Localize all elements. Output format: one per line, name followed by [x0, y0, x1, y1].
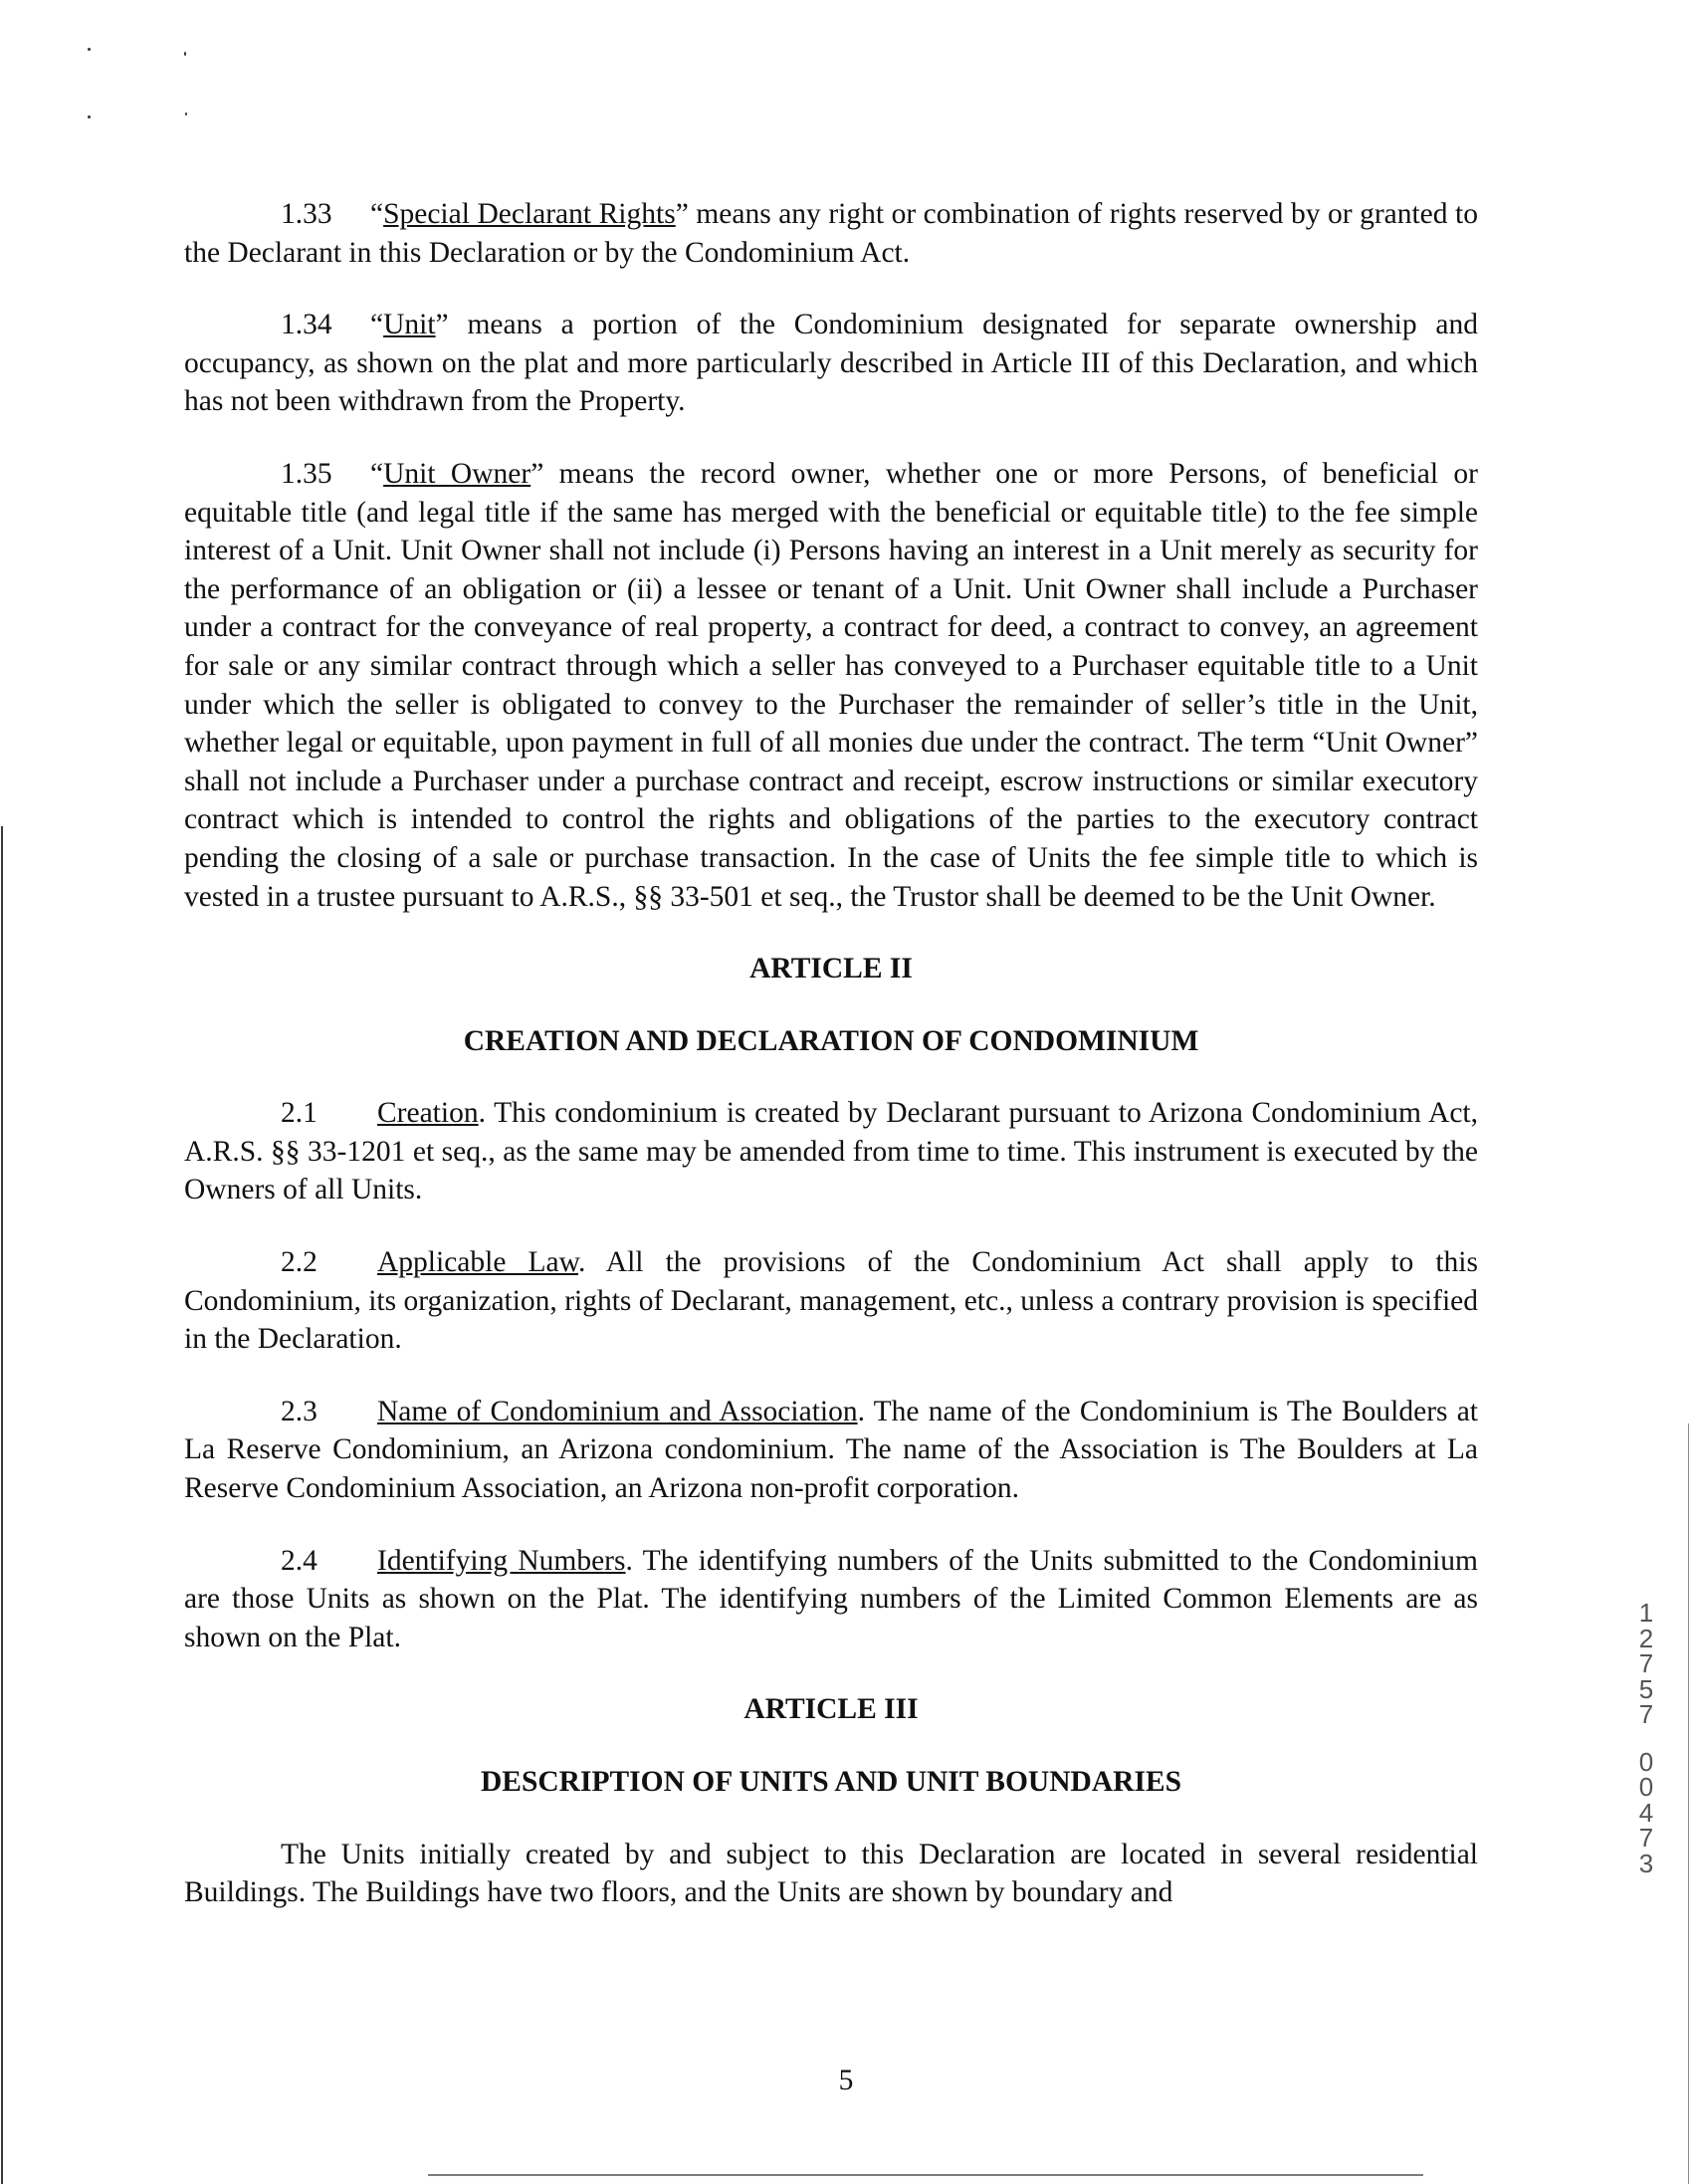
section-2-1 — [184, 1094, 1478, 1209]
section-number: 1.34 — [281, 309, 332, 341]
open-quote: “ — [370, 198, 384, 230]
section-number: 1.33 — [281, 198, 332, 230]
definition-text: means the record owner, whether one or more Persons, of beneficial or equitable title (and legal title if the same has merged with the beneficial or equitable title) to the fee simple interest of a Unit. Unit Owner shall not include (i) Persons having an interest in a Unit merely as security for the performance of an obligation or (ii) a lessee or tenant of a Unit. Unit Owner shall include a Purchaser under a contract for the conveyance of real property, a contract for deed, a contract to convey, an agreement for sale or any similar contract through which a seller has conveyed to a Purchaser equitable title to a Unit under which the seller is obligated to convey to the Purchaser the remainder of seller’s title in the Unit, whether legal or equitable, upon payment in full of all monies due under the contract. The term “Unit Owner” shall not include a Purchaser under a purchase contract and receipt, escrow instructions or similar executory contract which is intended to control the rights and obligations of the parties to the executory contract pending the closing of a sale or purchase transaction. In the case of Units the fee simple title to which is vested in a trustee pursuant to A.R.S., §§ 33-501 et seq., the Trustor shall be deemed to be the Unit Owner. — [184, 457, 1478, 913]
section-title: Applicable Law — [377, 1246, 578, 1279]
section-title: Creation — [377, 1097, 479, 1130]
scan-edge-left — [1, 826, 3, 2184]
definition-1-35 — [184, 455, 1478, 916]
stamp-digit: 5 — [1638, 1673, 1654, 1704]
definition-1-34 — [184, 306, 1478, 421]
stamp-digit: 2 — [1638, 1623, 1654, 1653]
page-number: 5 — [838, 2065, 854, 2096]
article-2-title: CREATION AND DECLARATION OF CONDOMINIUM — [463, 1024, 1199, 1057]
defined-term: Unit Owner — [383, 457, 531, 490]
stamp-digit: 4 — [1638, 1797, 1654, 1828]
close-quote: ” — [530, 457, 544, 490]
stamp-digit: 7 — [1638, 1648, 1654, 1678]
section-number: 2.4 — [281, 1544, 317, 1577]
scan-speck — [185, 112, 187, 115]
section-2-2 — [184, 1243, 1478, 1359]
section-number: 1.35 — [281, 457, 332, 490]
section-2-3 — [184, 1393, 1478, 1508]
definition-text: means any right or combination of rights reserved by or granted to the Declarant in this Declaration or by the Condominium Act. — [184, 198, 1479, 269]
section-title: Name of Condominium and Association — [377, 1395, 858, 1427]
definition-text: means a portion of the Condominium designated for separate ownership and occupancy, as shown on the plat and more particularly described in Article III of this Declaration, and which has not been withdrawn from the Property. — [184, 309, 1478, 418]
section-2-4 — [184, 1542, 1478, 1657]
definition-1-33 — [184, 195, 1478, 272]
open-quote: “ — [370, 457, 384, 490]
section-text: . The identifying numbers of the Units submitted to the Condominium are those Units as shown on the Plat. The identifying numbers of the Limited Common Elements are as shown on the Plat. — [184, 1544, 1479, 1653]
article-3-intro: The Units initially created by and subject to this Declaration are located in several residential Buildings. The Buildings have two floors, and the Units are shown by boundary and — [184, 1838, 1478, 1909]
stamp-digit: 7 — [1638, 1823, 1654, 1853]
article-3-heading: ARTICLE III — [743, 1693, 919, 1726]
section-title: Identifying Numbers — [377, 1544, 626, 1577]
section-number: 2.3 — [281, 1395, 317, 1427]
stamp-digit: 0 — [1638, 1746, 1654, 1777]
recording-number-stamp — [1632, 1598, 1660, 1878]
section-text: . This condominium is created by Declarant pursuant to Arizona Condominium Act, A.R.S. §§ 33-1201 et seq., as the same may be amended from time to time. This instrument is executed by the Owners of all Units. — [184, 1097, 1478, 1206]
defined-term: Special Declarant Rights — [383, 198, 676, 230]
scan-speck — [184, 52, 186, 56]
section-text: . All the provisions of the Condominium Act shall apply to this Condominium, its organization, rights of Declarant, management, etc., unless a contrary provision is specified in the Declaration. — [184, 1246, 1478, 1356]
stamp-digit: 3 — [1638, 1848, 1654, 1878]
stamp-digit: 7 — [1638, 1699, 1654, 1729]
section-text: . The name of the Condominium is The Boulders at La Reserve Condominium, an Arizona condominium. The name of the Association is The Boulders at La Reserve Condominium Association, an Arizona non-profit corporation. — [184, 1395, 1478, 1505]
scan-speck — [88, 115, 91, 118]
close-quote: ” — [435, 309, 449, 341]
close-quote: ” — [675, 198, 689, 230]
article-2-heading: ARTICLE II — [749, 953, 913, 985]
section-number: 2.1 — [281, 1097, 317, 1130]
open-quote: “ — [370, 309, 384, 341]
scan-edge-bottom — [428, 2174, 1423, 2176]
section-number: 2.2 — [281, 1246, 317, 1279]
scan-speck — [88, 48, 91, 51]
defined-term: Unit — [383, 309, 436, 341]
document-body — [184, 195, 1478, 1912]
article-3-title: DESCRIPTION OF UNITS AND UNIT BOUNDARIES — [480, 1766, 1182, 1798]
stamp-digit: 0 — [1638, 1772, 1654, 1802]
stamp-digit: 1 — [1638, 1598, 1654, 1628]
